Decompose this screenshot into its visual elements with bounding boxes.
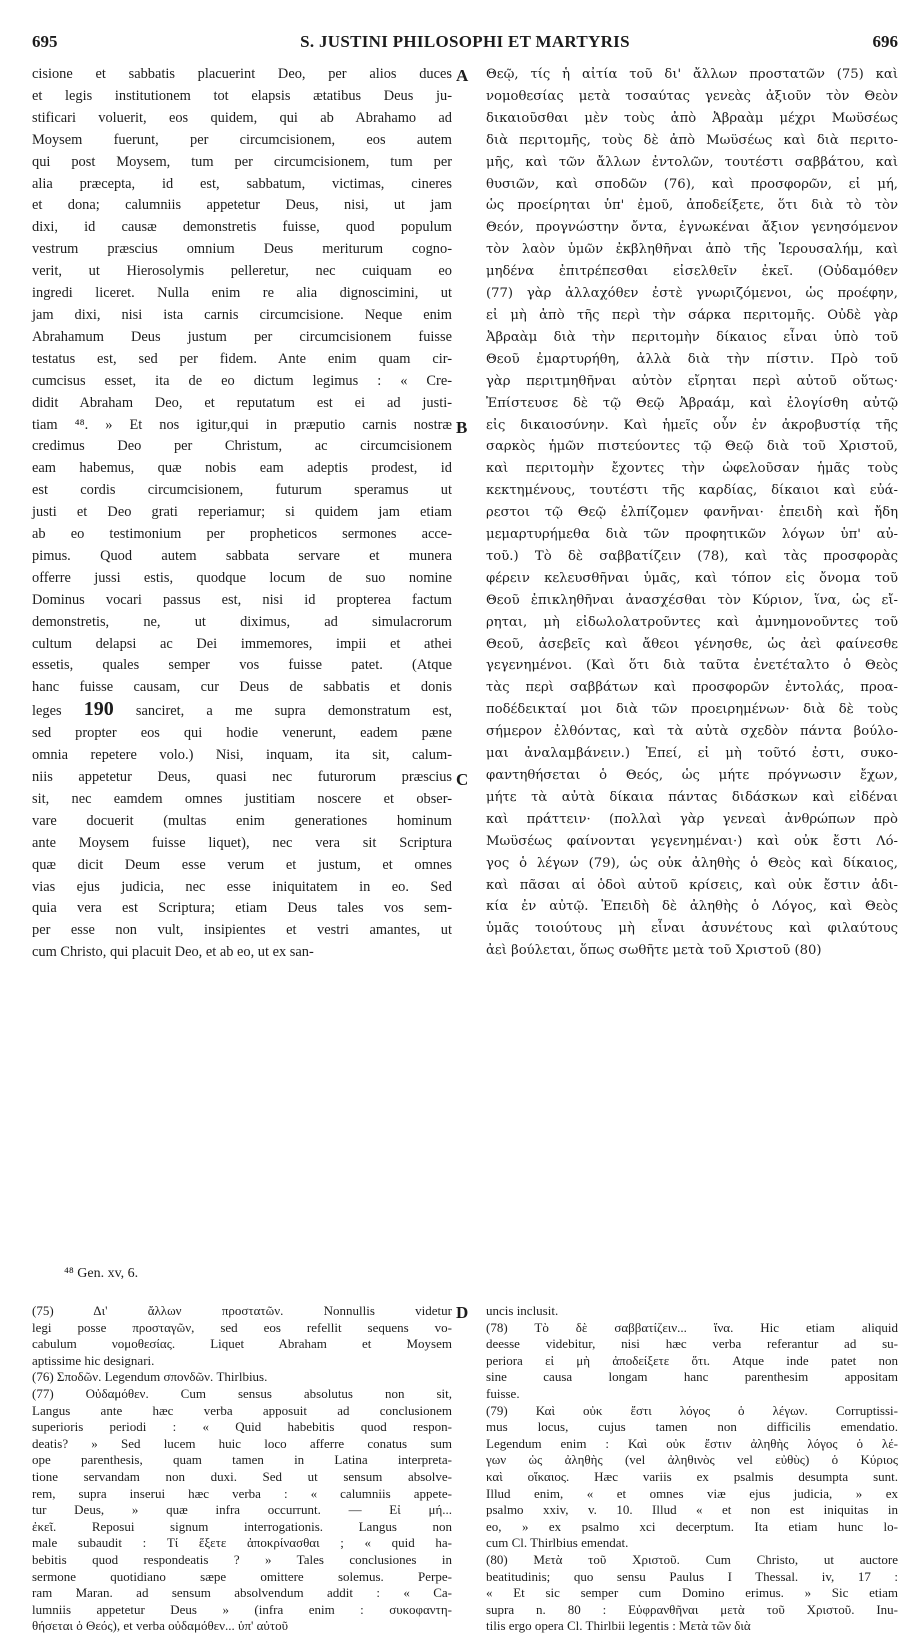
text-line: tur Deus, » quæ infra occurrunt. — Εἰ μή... [32,1502,452,1518]
text-line: mus locus, cujus tamen non difficilis emendatio. [486,1419,898,1435]
text-line: γων ὡς ἀληθὴς (vel ἀληθινὸς vel εὐθὺς) ὁ Κύριος [486,1452,898,1468]
text-line: ingredi liceret. Nulla enim re alia dignoscimini, ut [32,285,452,302]
text-line: Legendum enim : Καὶ οὐκ ἔστιν ἀληθὴς λόγος ὁ λέ- [486,1435,898,1451]
text-line: essetis, quales semper vos fuisse patet. (Atque [32,657,452,674]
text-line: καὶ περιτομὴν ἔχοντες τὴν ὠφελοῦσαν ἡμᾶς τοὺς [486,461,898,477]
text-line: quia vera est Scriptura; etiam Deus tales vos sem- [32,900,452,917]
text-line: νομοθεσίας μετὰ τοσαύτας γενεὰς ἀξιοῦν τὸν Θεὸν [486,88,898,104]
text-line: Ἐπίστευσε δὲ τῷ Θεῷ Ἀβραάμ, καὶ ἐλογίσθη αὐτῷ [486,395,898,411]
margin-marker-c: C [456,770,469,789]
text-line: vare docuerit (multas enim generationes hominum [32,812,452,829]
text-line: alia præcepta, id est, sabbatum, victimas, cineres [32,175,452,192]
text-fragment: leges [32,703,62,720]
text-line: φέρειν κελευσθῆναι ὑμᾶς, καὶ τόπον εἰς ὄνομα τοῦ [486,570,898,586]
text-line: μηδένα ἐπιτρέπεσθαι εἰσελθεῖν ἐκεῖ. (Οὐδαμόθεν [486,264,898,280]
text-line: καὶ πᾶσαι αἱ ὁδοὶ αὐτοῦ κρίσεις, καὶ οὐκ ἔστιν ἀδι- [486,877,898,893]
text-line: ὑμᾶς τοιούτους μὴ εἶναι ἀσυνέτους καὶ φιλαύτους [486,921,898,937]
text-line: testatus est, sed per fidem. Ante enim quam cir- [32,350,452,367]
text-line: (75) Δι' ἄλλων προστατῶν. Nonnullis videtur [32,1303,452,1318]
text-line: μαι ἀναλαμβάνειν.) Ἐπεί, εἰ μὴ τοῦτό ἐστι, συκο- [486,746,898,762]
text-line: tiam ⁴⁸. » Et nos igitur,qui in præputio carnis nostræ [32,416,452,433]
text-line: εἰς δικαιοσύνην. Καὶ ἡμεῖς οὖν ἐν ἀκροβυστίᾳ τῆς [486,417,898,433]
text-line: et legis institutionem tot elapsis ætatibus Deus ju- [32,87,452,104]
text-line: σαρκὸς ἡμῶν πιστεύοντες τῷ Θεῷ διὰ τοῦ Χριστοῦ, [486,439,898,455]
text-line: Illud enim, « et omnes viæ ejus judicia, » ex [486,1485,898,1501]
text-line: τὰς περὶ σαββάτων καὶ προσφορῶν ἐντολάς, προα- [486,680,898,696]
text-line: sine causa longam hanc parenthesim appositam [486,1369,898,1385]
text-line: Θεοῦ ἐπικληθῆναι ἀνασχέσθαι τὸν Κύριον, ἵνα, ὡς εἴ- [486,592,898,608]
text-line: γος ὁ λέγων (79), ὡς οὐκ ἀληθὴς ὁ Θεὸς καὶ δίκαιος, [486,855,898,871]
text-line: quæ dicit Deum esse verum et justum, et omnes [32,856,452,873]
text-line: cum Cl. Thirlbius emendat. [486,1535,629,1551]
text-line: deatis? » Sed lucem huic loco afferre conatus sum [32,1435,452,1451]
text-line-with-page-mark [32,699,452,723]
notes-right-column [486,1303,898,1635]
text-line: σήμερον ἐλθόντας, καὶ τὰ αὐτὰ σχεδὸν πάντα βούλο- [486,724,898,740]
text-line: male subaudit : Τί ἕξετε ἀποκρίνασθαι ; « quid ha- [32,1535,452,1551]
text-line: qui post Moysem, tum per circumcisionem, tum per [32,153,452,170]
running-title: S. JUSTINI PHILOSOPHI ET MARTYRIS [300,32,630,51]
text-line: ποδέδεικταί μοι διὰ τῶν προειρημένων· διὰ δὲ τοὺς [486,702,898,718]
text-line: rem, supra inserui hæc verba : « calumniis appete- [32,1485,452,1501]
text-line: lumniis appetetur Deus » (infra enim : συκοφαντη- [32,1601,452,1617]
text-line: καὶ πράττειν· (πολλαὶ γὰρ γενεαὶ ἀνθρώπων πρὸ [486,811,898,827]
latin-column [32,64,452,964]
text-line: Abrahamum Deus justum per circumcisionem fuisse [32,328,452,345]
notes-left-column [32,1303,452,1635]
page-number-right: 696 [872,32,898,51]
text-line: ante Moysem fuisse liquet), nec vera sit Scriptura [32,834,452,851]
text-line: bebitis quod respondeatis ? » Tales conclusiones in [32,1551,452,1567]
text-line: ὡς προείρηται ὑπ' ἐμοῦ, ἀποδείξετε, ὅτι διὰ τὸ τὸν [486,198,898,214]
text-line: fuisse. [486,1385,520,1401]
text-line: per esse non vult, insipientes et vestri amantes, ut [32,922,452,939]
text-line: (77) Οὐδαμόθεν. Cum sensus absolutus non sit, [32,1385,452,1401]
text-line: κεκτημένους, τουτέστι τῆς καρδίας, δίκαιοι καὶ εὐά- [486,483,898,499]
edition-page-mark: 190 [83,698,114,721]
text-line: cisione et sabbatis placuerint Deo, per alios duces [32,66,452,82]
text-line: μήτε τὰ αὐτὰ δίκαια πάντας διδάσκων καὶ εἰδέναι [486,789,898,805]
text-line: Θεῷ, τίς ἡ αἰτία τοῦ δι' ἄλλων προστατῶν (75) καὶ [486,67,898,82]
text-line: deesse videbitur, nisi hæc verba referantur ad su- [486,1336,898,1352]
text-line: κία ἐν αὐτῷ. Ἐπειδὴ δὲ ἀληθὴς ὁ Λόγος, καὶ Θεὸς [486,899,898,915]
text-line: tilis ergo opera Cl. Thirlbii legentis : Μετὰ τῶν διὰ [486,1618,751,1634]
text-line: θήσεται ὁ Θεός), et verba οὐδαμόθεν... ὑπ' αὐτοῦ [32,1618,289,1634]
margin-marker-d: D [456,1303,469,1322]
text-line: μῆς, καὶ τῶν ἄλλων ἐντολῶν, τουτέστι σαββάτου, καὶ [486,154,898,170]
greek-column [486,64,898,962]
text-line: γεγενημένοι. (Καὶ ὅτι διὰ ταῦτα ἐνετέταλτο ὁ Θεὸς [486,658,898,674]
text-line: cum Christo, qui placuit Deo, et ab eo, ut ex san- [32,944,314,961]
text-line: offerre jussi estis, quodque locum de suo nomine [32,569,452,586]
text-line: (77) γὰρ ἀλλαχόθεν ἐστὲ γνωριζόμενοι, ὡς προέφην, [486,286,898,302]
text-line: eo, » ex psalmo xci decerptum. Ita etiam hunc lo- [486,1518,898,1534]
text-line: cabulum νομοθεσίας. Liquet Abraham et Moysem [32,1336,452,1352]
text-line: ἀεὶ βούλεται, ὅπως σωθῆτε μετὰ τοῦ Χριστοῦ (80) [486,943,822,959]
text-line: tione servandam non duxi. Sed ut sensum absolve- [32,1468,452,1484]
text-line: (79) Καὶ οὐκ ἔστι λόγος ὁ λέγων. Corruptissi- [486,1402,898,1418]
text-line: superioris periodi : « Quid habebitis quod respon- [32,1419,452,1435]
footnote-48: ⁴⁸ Gen. xv, 6. [64,1266,139,1281]
text-line: Θεόν, προγνώστην ὄντα, ἐγνωκέναι ἄξιον γενησόμενον [486,220,898,236]
text-line: sit, nec eamdem omnes justitiam noscere et obser- [32,790,452,807]
text-line: διὰ περιτομῆς, τοὺς δὲ ἀπὸ Μωϋσέως καὶ διὰ περιτο- [486,132,898,148]
text-line: ρεστοι τῷ Θεῷ ἐλπίζομεν φανῆναι· ἐπειδὴ καὶ ἤδη [486,505,898,521]
text-line: δικαιοῦσθαι μὲν τοὺς ἀπὸ Ἀβραὰμ μέχρι Μωϋσέως [486,110,898,126]
text-line: μεμαρτυρήμεθα διὰ τῶν προφητικῶν λόγων ὑπ' αὐ- [486,527,898,543]
text-line: dixi, id causæ demonstretis fuisse, quod populum [32,219,452,236]
text-line: ope parenthesis, quam tamen in Latina interpreta- [32,1452,452,1468]
text-line: vias ejus judicia, nec esse iniquitatem in eo. Sed [32,878,452,895]
text-line: verit, ut Hierosolymis pelleretur, nec cuiquam eo [32,263,452,280]
text-line: « Et sic semper cum Domino erimus. » Sic etiam [486,1585,898,1601]
text-line: cumcisus esset, ita de eo dictum legimus : « Cre- [32,372,452,389]
text-line: et dona; calumniis appetetur Deus, nisi, ut jam [32,197,452,214]
text-line: beatitudinis; quo sensu Paulus I Thessal. iv, 17 : [486,1568,898,1584]
running-header [32,32,898,56]
text-line: ρηται, μὴ εἰδωλολατροῦντες καὶ ἀμνημονοῦντες τοῦ [486,614,898,630]
text-line: sed propter eos qui hodie venerunt, eadem pæne [32,725,452,742]
text-line: cultum delapsi ac Dei immemores, impii et athei [32,635,452,652]
text-line: stificari voluerit, eos quidem, qui ab Abrahamo ad [32,109,452,126]
text-line: τὸν λαὸν ὑμῶν ἐκβληθῆναι ἀπὸ τῆς Ἱερουσαλήμ, καὶ [486,242,898,258]
text-line: τοῦ.) Τὸ δὲ σαββατίζειν (78), καὶ τὰς προσφορὰς [486,548,898,564]
text-fragment: sanciret, a me supra demonstratum est, [135,703,452,720]
text-line: credimus Deo per Christum, ac circumcisionem [32,438,452,455]
text-line: legi posse προσταγῶν, sed eos refellit sequens vo- [32,1319,452,1335]
text-line: καὶ οἴκαιος. Hæc variis ex psalmis desumpta sunt. [486,1468,898,1484]
text-line: Θεοῦ ἐμαρτυρήθη, ἀλλὰ διὰ τὴν πίστιν. Πρὸ τοῦ [486,351,898,367]
text-line: uncis inclusit. [486,1303,559,1318]
text-line: ἐκεῖ. Reposui signum interrogationis. Langus non [32,1518,452,1534]
text-line: ab eo testimonium per propheticos sermones acce- [32,526,452,543]
text-line: demonstretis, ne, ut diximus, ad simulacrorum [32,613,452,630]
text-line: psalmo xxiv, v. 10. Illud « et non est iniquitas in [486,1502,898,1518]
text-line: εἰ μὴ ἀπὸ τῆς περὶ τὴν σάρκα περιτομῆς. Οὐδὲ γὰρ [486,307,898,323]
text-line: periora εἰ μὴ ἀποδείξετε ὅτι. Atque inde patet non [486,1352,898,1368]
text-line: pimus. Quod autem sabbata servare et munera [32,547,452,564]
margin-marker-b: B [456,418,468,437]
text-line: Μωϋσέως φαίνονται γεγενημέναι·) καὶ οὐκ ἔστι Λό- [486,833,898,849]
text-line: justi et Deo grati reperiamur; si quidem jam etiam [32,504,452,521]
text-line: Langus ante hæc verba apposuit ad conclusionem [32,1402,452,1418]
text-line: eam habemus, quæ nobis eam adeptis prodest, id [32,460,452,477]
margin-marker-a: A [456,66,469,85]
text-line: (76) Σποδῶν. Legendum σπονδῶν. Thirlbius. [32,1369,268,1385]
text-line: Moysem fuerunt, per circumcisionem, eos autem [32,131,452,148]
text-line: hanc fuisse causam, cur Deus de sabbatis et donis [32,679,452,696]
text-line: vestrum præscius omnium Deus meriturum cogno- [32,241,452,258]
page-number-left: 695 [32,32,58,51]
text-line: ram Maran. ad sensum absolvendum addit : « Ca- [32,1585,452,1601]
text-line: didit Abraham Deo, et reputatum est ei ad justi- [32,394,452,411]
text-line: aptissime hic designari. [32,1352,155,1368]
text-line: jam dixi, nisi ista carnis circumcisione. Neque enim [32,306,452,323]
text-line: omnia repetere volo.) Nisi, inquam, ita sit, calum- [32,747,452,764]
text-line: Dominus vocari passus est, nisi id propterea factum [32,591,452,608]
text-line: (80) Μετὰ τοῦ Χριστοῦ. Cum Christo, ut auctore [486,1551,898,1567]
text-line: Ἀβραὰμ διὰ τὴν περιτομὴν δίκαιος εἶναι ὑπὸ τοῦ [486,329,898,345]
text-line: γὰρ περιτμηθῆναι αὐτὸν εἴρηται περὶ αὐτοῦ οὕτως· [486,373,898,389]
text-line: supra n. 80 : Εὐφρανθῆναι μετὰ τοῦ Χριστοῦ. Inu- [486,1601,898,1617]
text-line: φαντηθήσεται ὁ Θεός, ὡς μήτε πρόγνωσιν ἔχων, [486,768,898,783]
text-line: Θεοῦ, ἀσεβεῖς καὶ ἄθεοι γένησθε, ὡς ἀεὶ φαίνεσθε [486,636,898,652]
text-line: niis appetetur Deus, quasi nec futurorum præscius [32,769,452,785]
text-line: θυσιῶν, καὶ σποδῶν (76), καὶ προσφορῶν, εἰ μή, [486,176,898,192]
text-line: (78) Τὸ δὲ σαββατίζειν... ἵνα. Hic etiam aliquid [486,1319,898,1335]
text-line: sermone quotidiano sæpe omittere solemus. Perpe- [32,1568,452,1584]
text-line: est cordis circumcisionem, futurum speramus ut [32,482,452,499]
